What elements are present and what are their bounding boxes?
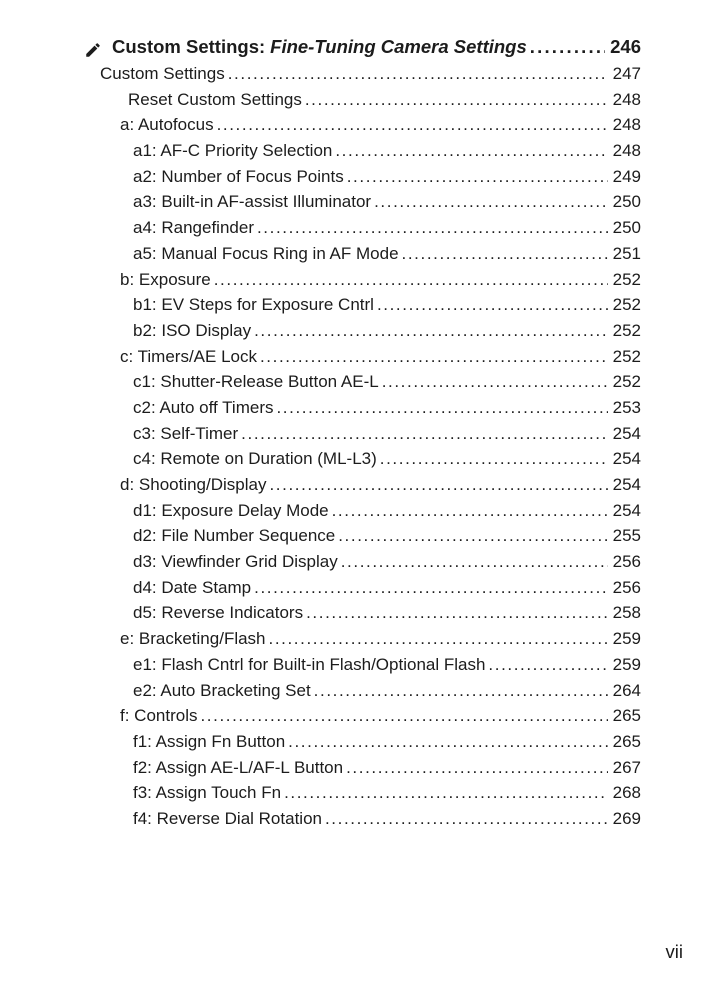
toc-entry-page-number: 252 (612, 320, 641, 340)
toc-entry-page-number: 268 (612, 783, 641, 803)
dot-leader (306, 603, 608, 623)
dot-leader (260, 347, 608, 367)
toc-entry-title: e: Bracketing/Flash (120, 629, 266, 649)
toc-entry-title: b2: ISO Display (133, 320, 252, 340)
dot-leader (325, 809, 608, 829)
footer-page-number: vii (665, 941, 683, 962)
dot-leader (380, 449, 608, 469)
toc-entry (84, 783, 641, 809)
table-of-contents (84, 36, 641, 835)
toc-entry-title: a4: Rangefinder (133, 218, 254, 238)
dot-leader (332, 501, 608, 521)
toc-entry (84, 475, 641, 501)
dot-leader (347, 167, 608, 187)
toc-entry (84, 449, 641, 475)
toc-entry-title: f: Controls (120, 706, 198, 726)
toc-heading-label: Custom Settings: Fine-Tuning Camera Settings (112, 36, 527, 57)
toc-entry (84, 526, 641, 552)
toc-entry (84, 398, 641, 424)
dot-leader (200, 706, 607, 726)
toc-entry (84, 758, 641, 784)
toc-entry (84, 115, 641, 141)
dot-leader (288, 732, 607, 752)
toc-heading-sublabel: Fine-Tuning Camera Settings (270, 36, 527, 57)
toc-entry-page-number: 250 (612, 218, 641, 238)
toc-entry-title: c4: Remote on Duration (ML-L3) (133, 449, 377, 469)
toc-entry-title: f2: Assign AE-L/AF-L Button (133, 757, 344, 777)
toc-entry (84, 244, 641, 270)
toc-entry (84, 655, 641, 681)
toc-entry (84, 578, 641, 604)
toc-entry (84, 501, 641, 527)
toc-entry-title: d1: Exposure Delay Mode (133, 500, 329, 520)
toc-entry (84, 681, 641, 707)
dot-leader (254, 321, 608, 341)
toc-heading-custom-settings (84, 36, 641, 64)
toc-entry-page-number: 252 (612, 269, 641, 289)
toc-entry (84, 167, 641, 193)
toc-entry-title: d5: Reverse Indicators (133, 603, 304, 623)
toc-entry (84, 321, 641, 347)
toc-entry (84, 809, 641, 835)
dot-leader (269, 475, 607, 495)
toc-entry-page-number: 253 (612, 397, 641, 417)
toc-entry-title: a5: Manual Focus Ring in AF Mode (133, 243, 399, 263)
toc-entry-title: e1: Flash Cntrl for Built-in Flash/Optional Flash (133, 654, 486, 674)
toc-entry-page-number: 247 (612, 64, 641, 83)
toc-entry-page-number: 265 (612, 731, 641, 751)
dot-leader (377, 295, 608, 315)
toc-entry (84, 372, 641, 398)
toc-entry-page-number: 259 (612, 629, 641, 649)
toc-entry-title: d2: File Number Sequence (133, 526, 336, 546)
dot-leader (335, 141, 607, 161)
dot-leader (241, 424, 607, 444)
toc-entry (84, 603, 641, 629)
toc-entry (84, 629, 641, 655)
dot-leader (374, 192, 608, 212)
toc-entry-title: f4: Reverse Dial Rotation (133, 808, 322, 828)
toc-entry (84, 192, 641, 218)
toc-entry (84, 552, 641, 578)
dot-leader (314, 681, 608, 701)
toc-entry-page-number: 249 (612, 166, 641, 186)
dot-leader (254, 578, 608, 598)
toc-entry-page-number: 254 (612, 423, 641, 443)
dot-leader (382, 372, 608, 392)
dot-leader (346, 758, 608, 778)
dot-leader (214, 270, 608, 290)
toc-entry-title: d: Shooting/Display (120, 475, 267, 494)
toc-entry (84, 295, 641, 321)
toc-entry-page-number: 255 (612, 526, 641, 546)
toc-entry-title: c3: Self-Timer (133, 423, 239, 443)
toc-entry (84, 218, 641, 244)
toc-entry-page-number: 254 (612, 449, 641, 469)
toc-entry-page-number: 256 (612, 552, 641, 572)
toc-entry-title: b: Exposure (120, 269, 211, 289)
toc-entry-page-number: 251 (612, 243, 641, 263)
toc-entry-title: b1: EV Steps for Exposure Cntrl (133, 295, 374, 315)
toc-entry-title: c: Timers/AE Lock (120, 346, 257, 366)
toc-entry-title: d3: Viewfinder Grid Display (133, 552, 338, 572)
dot-leader (228, 64, 608, 84)
toc-entry-page-number: 254 (612, 475, 641, 494)
toc-entry-page-number: 248 (612, 115, 641, 135)
dot-leader (338, 526, 607, 546)
toc-entry (84, 270, 641, 296)
toc-entry-title: a1: AF-C Priority Selection (133, 141, 333, 161)
dot-leader (276, 398, 607, 418)
toc-entry-page-number: 269 (612, 808, 641, 828)
toc-entry (84, 732, 641, 758)
toc-entry-page-number: 252 (612, 372, 641, 392)
toc-entry-title: f3: Assign Touch Fn (133, 783, 282, 803)
dot-leader (217, 115, 608, 135)
toc-entry-title: a2: Number of Focus Points (133, 166, 344, 186)
toc-entry-title: d4: Date Stamp (133, 577, 252, 597)
toc-entry-page-number: 267 (612, 757, 641, 777)
toc-entry-title: c2: Auto off Timers (133, 397, 274, 417)
toc-entry (84, 64, 641, 90)
toc-entry (84, 347, 641, 373)
dot-leader (257, 218, 608, 238)
toc-entry-page-number: 248 (612, 141, 641, 161)
dot-leader (402, 244, 608, 264)
toc-entry (84, 424, 641, 450)
toc-entry-page-number: 252 (612, 295, 641, 315)
pencil-icon (84, 41, 104, 59)
toc-entry-title: Reset Custom Settings (128, 89, 302, 109)
toc-entry-title: f1: Assign Fn Button (133, 731, 286, 751)
dot-leader (488, 655, 607, 675)
toc-entries (84, 64, 641, 835)
toc-entry-page-number: 250 (612, 192, 641, 212)
toc-entry-title: e2: Auto Bracketing Set (133, 680, 311, 700)
toc-entry-page-number: 252 (612, 346, 641, 366)
toc-entry-page-number: 259 (612, 654, 641, 674)
dot-leader (530, 36, 605, 58)
toc-entry-title: a: Autofocus (120, 115, 214, 135)
dot-leader (269, 629, 608, 649)
toc-entry-title: Custom Settings (100, 64, 225, 83)
toc-entry (84, 90, 641, 116)
toc-entry (84, 141, 641, 167)
toc-entry-page-number: 258 (612, 603, 641, 623)
toc-heading-page-number: 246 (610, 36, 641, 57)
dot-leader (284, 783, 608, 803)
toc-entry-page-number: 264 (612, 680, 641, 700)
dot-leader (305, 90, 608, 110)
toc-entry-page-number: 248 (612, 89, 641, 109)
toc-entry-title: c1: Shutter-Release Button AE-L (133, 372, 379, 392)
toc-entry-title: a3: Built-in AF-assist Illuminator (133, 192, 372, 212)
toc-entry (84, 706, 641, 732)
dot-leader (341, 552, 608, 572)
toc-entry-page-number: 254 (612, 500, 641, 520)
toc-entry-page-number: 265 (612, 706, 641, 726)
toc-entry-page-number: 256 (612, 577, 641, 597)
